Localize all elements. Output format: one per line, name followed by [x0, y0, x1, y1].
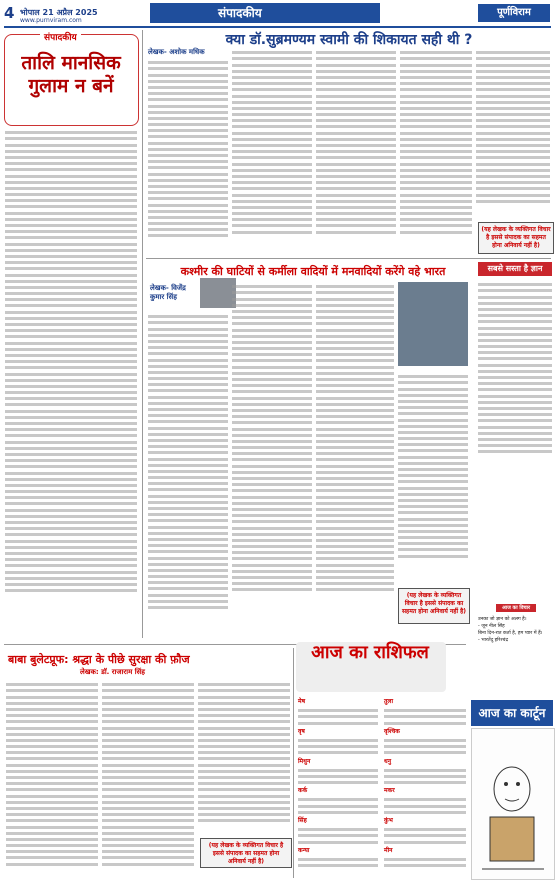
main-col-2	[232, 48, 312, 254]
brand-logo: पूर्णविराम	[478, 4, 550, 22]
main-col-3	[316, 48, 396, 254]
gyan-box-title: सबसे सस्ता है ज्ञान	[478, 262, 552, 276]
baba-disclaimer: (यह लेखक के व्यक्तिगत विचार है इससे संपादक का सहमत होना अनिवार्य नहीं है)	[200, 838, 292, 868]
website-url[interactable]: www.purnviram.com	[20, 17, 82, 24]
section-divider	[146, 258, 551, 259]
editorial-body	[5, 128, 137, 628]
kashmir-article-title[interactable]: कश्मीर की घाटियों से कर्मीला वादियों में मनवादियों करेंगे वहे भारत	[180, 265, 446, 278]
baba-article-title[interactable]: बाबा बुलेटप्रूफ: श्रद्धा के पीछे सुरक्षा की फ़ौज	[8, 653, 190, 666]
main-col-5	[476, 48, 550, 220]
quote-block	[478, 616, 552, 644]
rashi-sign: वृष	[298, 727, 305, 735]
kashmir-author-line2: कुमार सिंह	[150, 293, 177, 301]
baba-col-1	[6, 680, 98, 876]
rashi-sign: वृश्चिक	[384, 727, 400, 735]
rashi-sign: धनु	[384, 757, 392, 765]
rashi-sign: सिंह	[298, 817, 307, 824]
baba-article-author: लेखक: डॉ. राजाराम सिंह	[80, 668, 145, 676]
header-rule	[4, 26, 551, 28]
main-col-4	[400, 48, 472, 254]
main-col-1	[148, 58, 228, 254]
main-article-title[interactable]: क्या डॉ.सुब्रमण्यम स्वामी की शिकायत सही थी ?	[225, 32, 473, 48]
kashmir-author-line1: लेखक- विजेंद्र	[150, 284, 186, 292]
quote-line: बिना दिन-रात कर्ता है, हम प्यार में हैं।	[478, 631, 543, 636]
quote-line: - भारतेंदु हरिश्चंद्र	[478, 638, 509, 643]
rashi-sign: कन्या	[298, 846, 310, 854]
main-article-author: लेखक- अशोक मधिक	[148, 48, 205, 56]
rashi-sign: कुंभ	[384, 817, 393, 824]
column-divider	[293, 648, 294, 878]
rashifal-title: आज का राशिफल	[311, 642, 429, 663]
section-title: संपादकीय	[218, 6, 262, 20]
rashi-sign: तुला	[384, 698, 394, 705]
rashifal-col-1	[298, 698, 378, 876]
article-photo	[398, 282, 468, 366]
rashi-sign: मकर	[384, 787, 395, 795]
gyan-box-body	[478, 280, 552, 480]
rashifal-col-2	[384, 698, 466, 876]
quote-heading: आज का विचार	[496, 604, 536, 612]
kashmir-disclaimer: (यह लेखक के व्यक्तिगत विचार है इससे संपादक का सहमत होना अनिवार्य नहीं है)	[398, 588, 470, 624]
cartoon-drawing	[472, 729, 554, 879]
kashmir-col-4	[398, 372, 468, 582]
quote-line: - जून नील सिंह	[478, 624, 505, 629]
editorial-title: तालि मानसिक गुलाम न बनें	[21, 52, 121, 97]
rashi-sign: कर्क	[298, 787, 308, 795]
kashmir-col-3	[316, 282, 394, 630]
baba-col-2	[102, 680, 194, 876]
issue-date: भोपाल 21 अप्रैल 2025	[20, 8, 98, 17]
rashi-sign: मिथुन	[298, 757, 311, 765]
quote-line: उनका जो ज्ञान को अलग है।	[478, 617, 527, 622]
section-band	[150, 3, 380, 23]
editorial-tag: संपादकीय	[40, 30, 81, 43]
rashi-sign: मेष	[298, 698, 306, 705]
author-photo	[200, 278, 236, 308]
kashmir-col-1	[148, 312, 228, 642]
cartoon-image	[471, 728, 555, 880]
cartoon-heading: आज का कार्टून	[471, 700, 553, 726]
baba-col-3	[198, 680, 290, 830]
column-divider	[142, 30, 143, 638]
rashi-sign: मीन	[384, 846, 393, 854]
kashmir-col-2	[232, 282, 312, 630]
page-number: 4	[4, 4, 15, 22]
main-article-disclaimer: (यह लेखक के व्यक्तिगत विचार है इससे संपादक का सहमत होना अनिवार्य नहीं है)	[478, 222, 554, 254]
